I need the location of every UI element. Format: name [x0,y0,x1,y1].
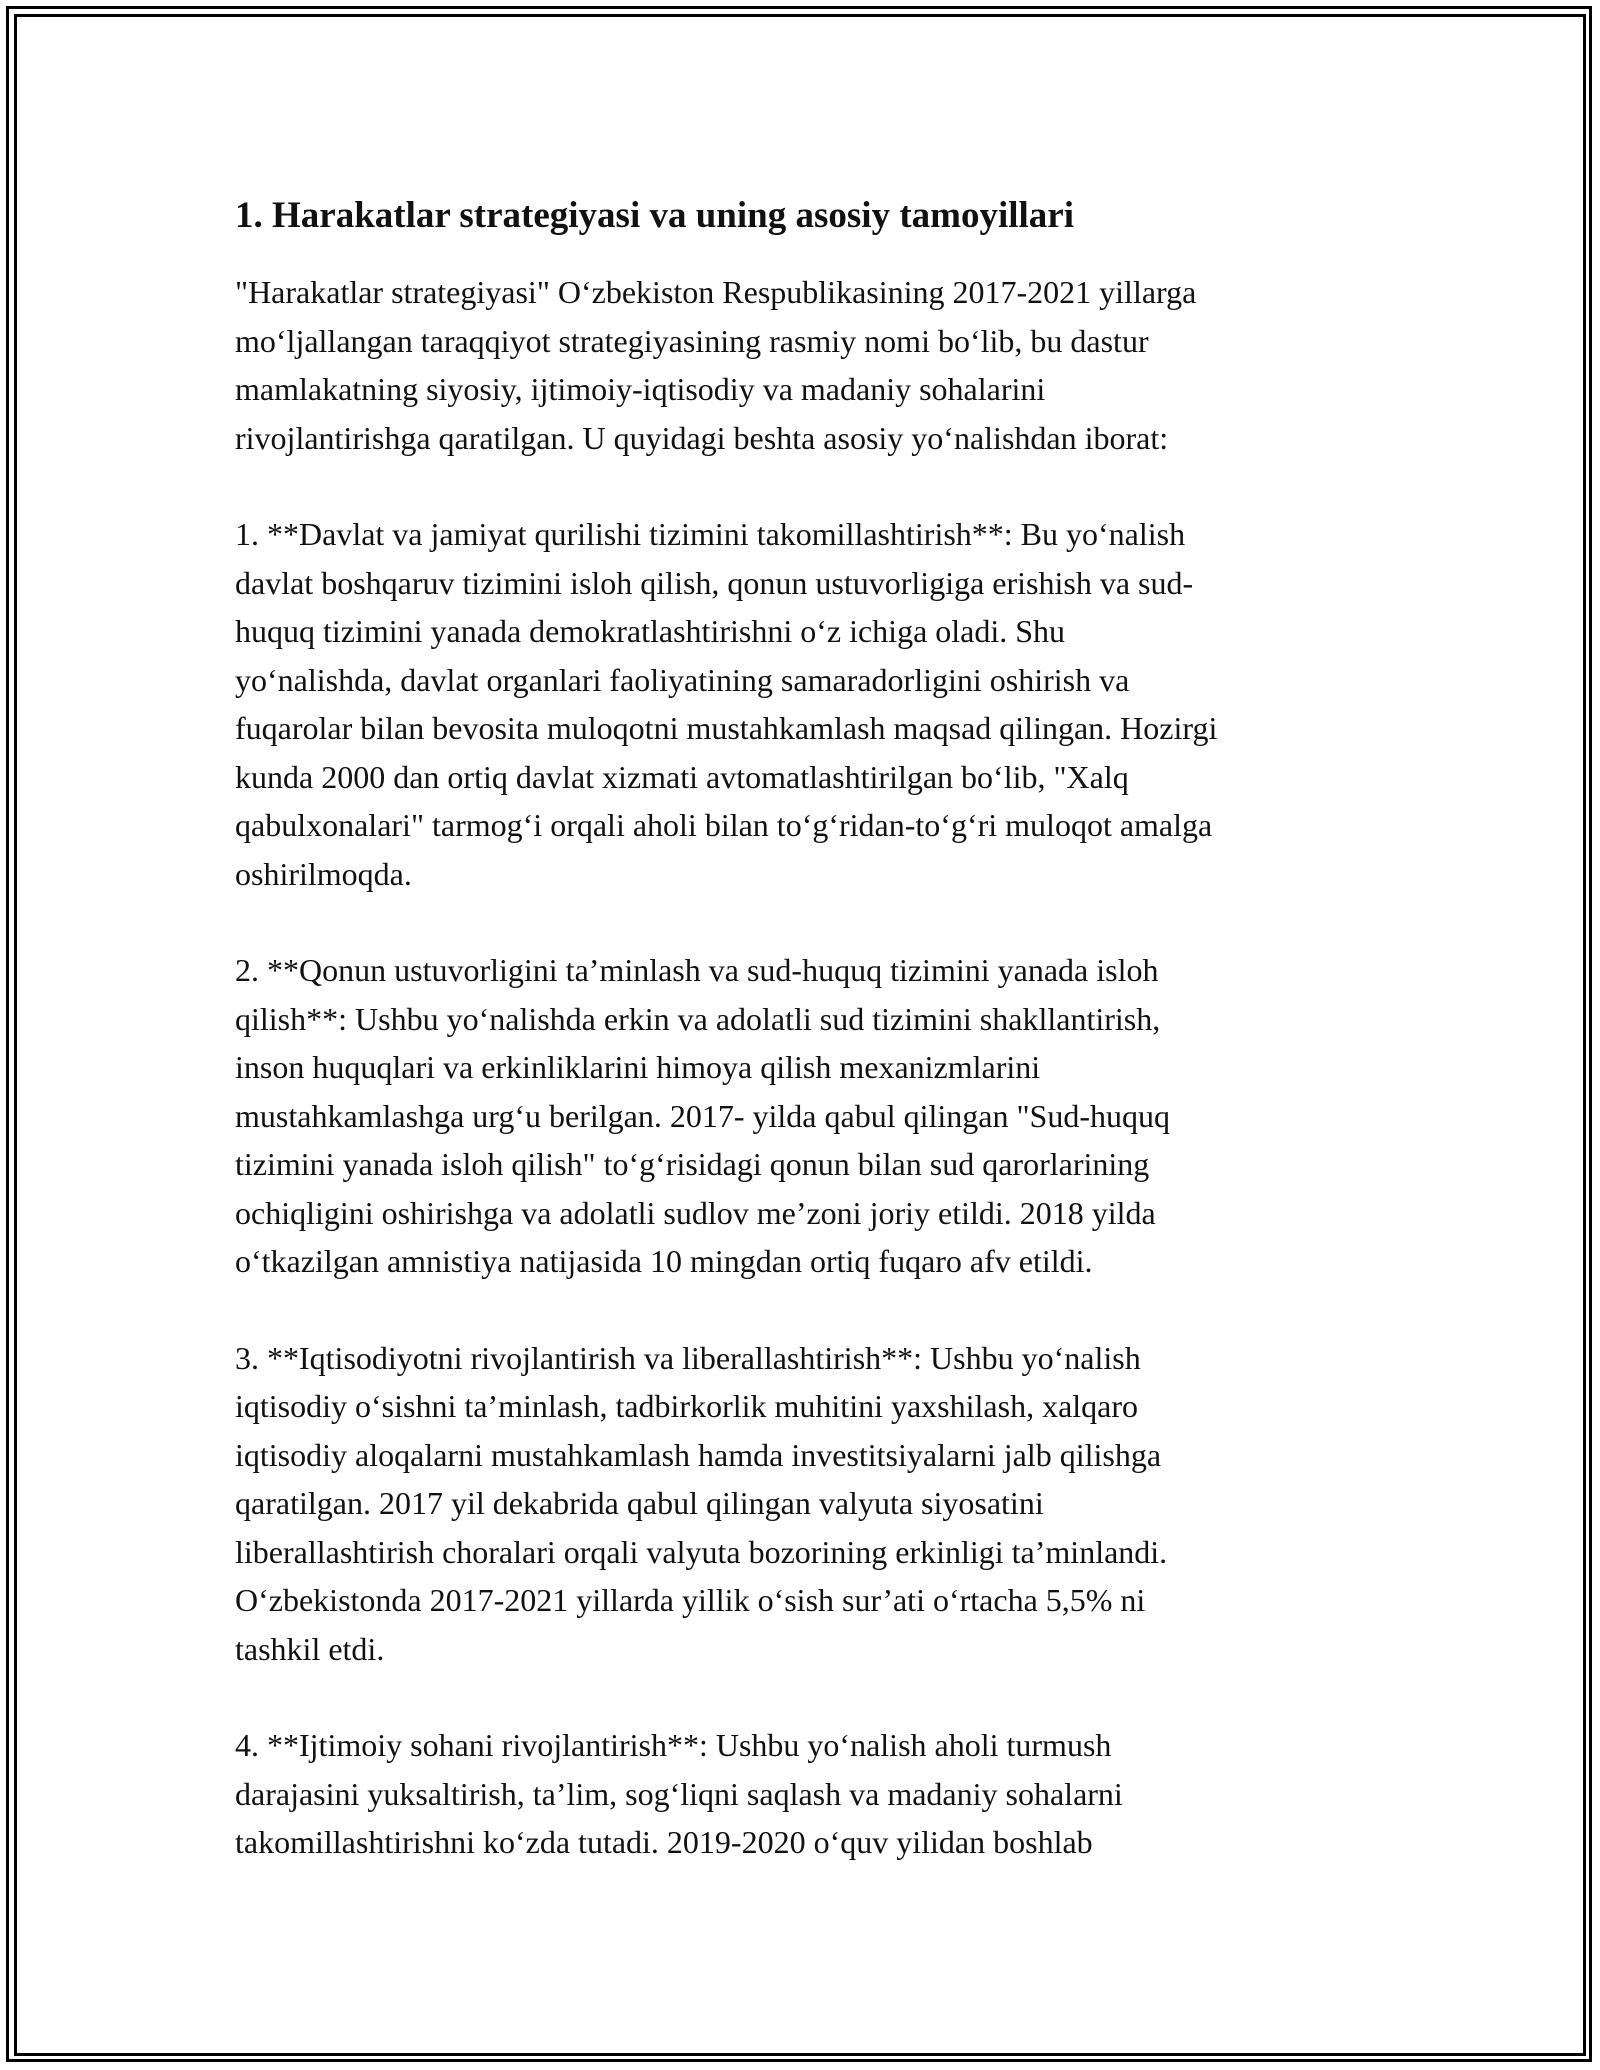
intro-paragraph: "Harakatlar strategiyasi" O‘zbekiston Respublikasining 2017-2021 yillarga mo‘ljallangan taraqqiyot strategiyasining rasmiy nomi bo‘lib, bu dastur mamlakatning siyosiy, ijtimoiy-iqtisodiy va madaniy sohalarini rivojlantirishga qaratilgan. U quyidagi beshta asosiy yo‘nalishdan iborat: [235,274,1197,456]
paragraph-4-social-sphere: 4. **Ijtimoiy sohani rivojlantirish**: Ushbu yo‘nalish aholi turmush darajasini yuksaltirish, ta’lim, sog‘liqni saqlash va madaniy sohalarni takomillashtirishni ko‘zda tutadi. 2019-2020 o‘quv yilidan boshlab [235,1727,1123,1860]
section-title: 1. Harakatlar strategiyasi va uning asosiy tamoyillari [235,195,1075,236]
paragraph-2-rule-of-law: 2. **Qonun ustuvorligini ta’minlash va sud-huquq tizimini yanada isloh qilish**: Ushbu yo‘nalishda erkin va adolatli sud tizimini shakllantirish, inson huquqlari va erkinliklarini himoya qilish mexanizmlarini mustahkamlashga urg‘u berilgan. 2017- yilda qabul qilingan "Sud-huquq tizimini yanada isloh qilish" to‘g‘risidagi qonun bilan sud qarorlarining ochiqligini oshirishga va adolatli sudlov me’zoni joriy etildi. 2018 yilda o‘tkazilgan amnistiya natijasida 10 mingdan ortiq fuqaro afv etildi. [235,952,1170,1279]
document-body [235,190,1365,1867]
paragraph-3-economy: 3. **Iqtisodiyotni rivojlantirish va liberallashtirish**: Ushbu yo‘nalish iqtisodiy o‘sishni ta’minlash, tadbirkorlik muhitini yaxshilash, xalqaro iqtisodiy aloqalarni mustahkamlash hamda investitsiyalarni jalb qilishga qaratilgan. 2017 yil dekabrida qabul qilingan valyuta siyosatini liberallashtirish choralari orqali valyuta bozorining erkinligi ta’minlandi. O‘zbekistonda 2017-2021 yillarda yillik o‘sish sur’ati o‘rtacha 5,5% ni tashkil etdi. [235,1339,1168,1667]
paragraph-1-state-governance: 1. **Davlat va jamiyat qurilishi tizimini takomillashtirish**: Bu yo‘nalish davlat boshqaruv tizimini isloh qilish, qonun ustuvorligiga erishish va sud- huquq tizimini yanada demokratlashtirishni o‘z ichiga oladi. Shu yo‘nalishda, davlat organlari faoliyatining samaradorligini oshirish va fuqarolar bilan bevosita muloqotni mustahkamlash maqsad qilingan. Hozirgi kunda 2000 dan ortiq davlat xizmati avtomatlashtirilgan bo‘lib, "Xalq qabulxonalari" tarmog‘i orqali aholi bilan to‘g‘ridan-to‘g‘ri muloqot amalga oshirilmoqda. [235,516,1218,892]
